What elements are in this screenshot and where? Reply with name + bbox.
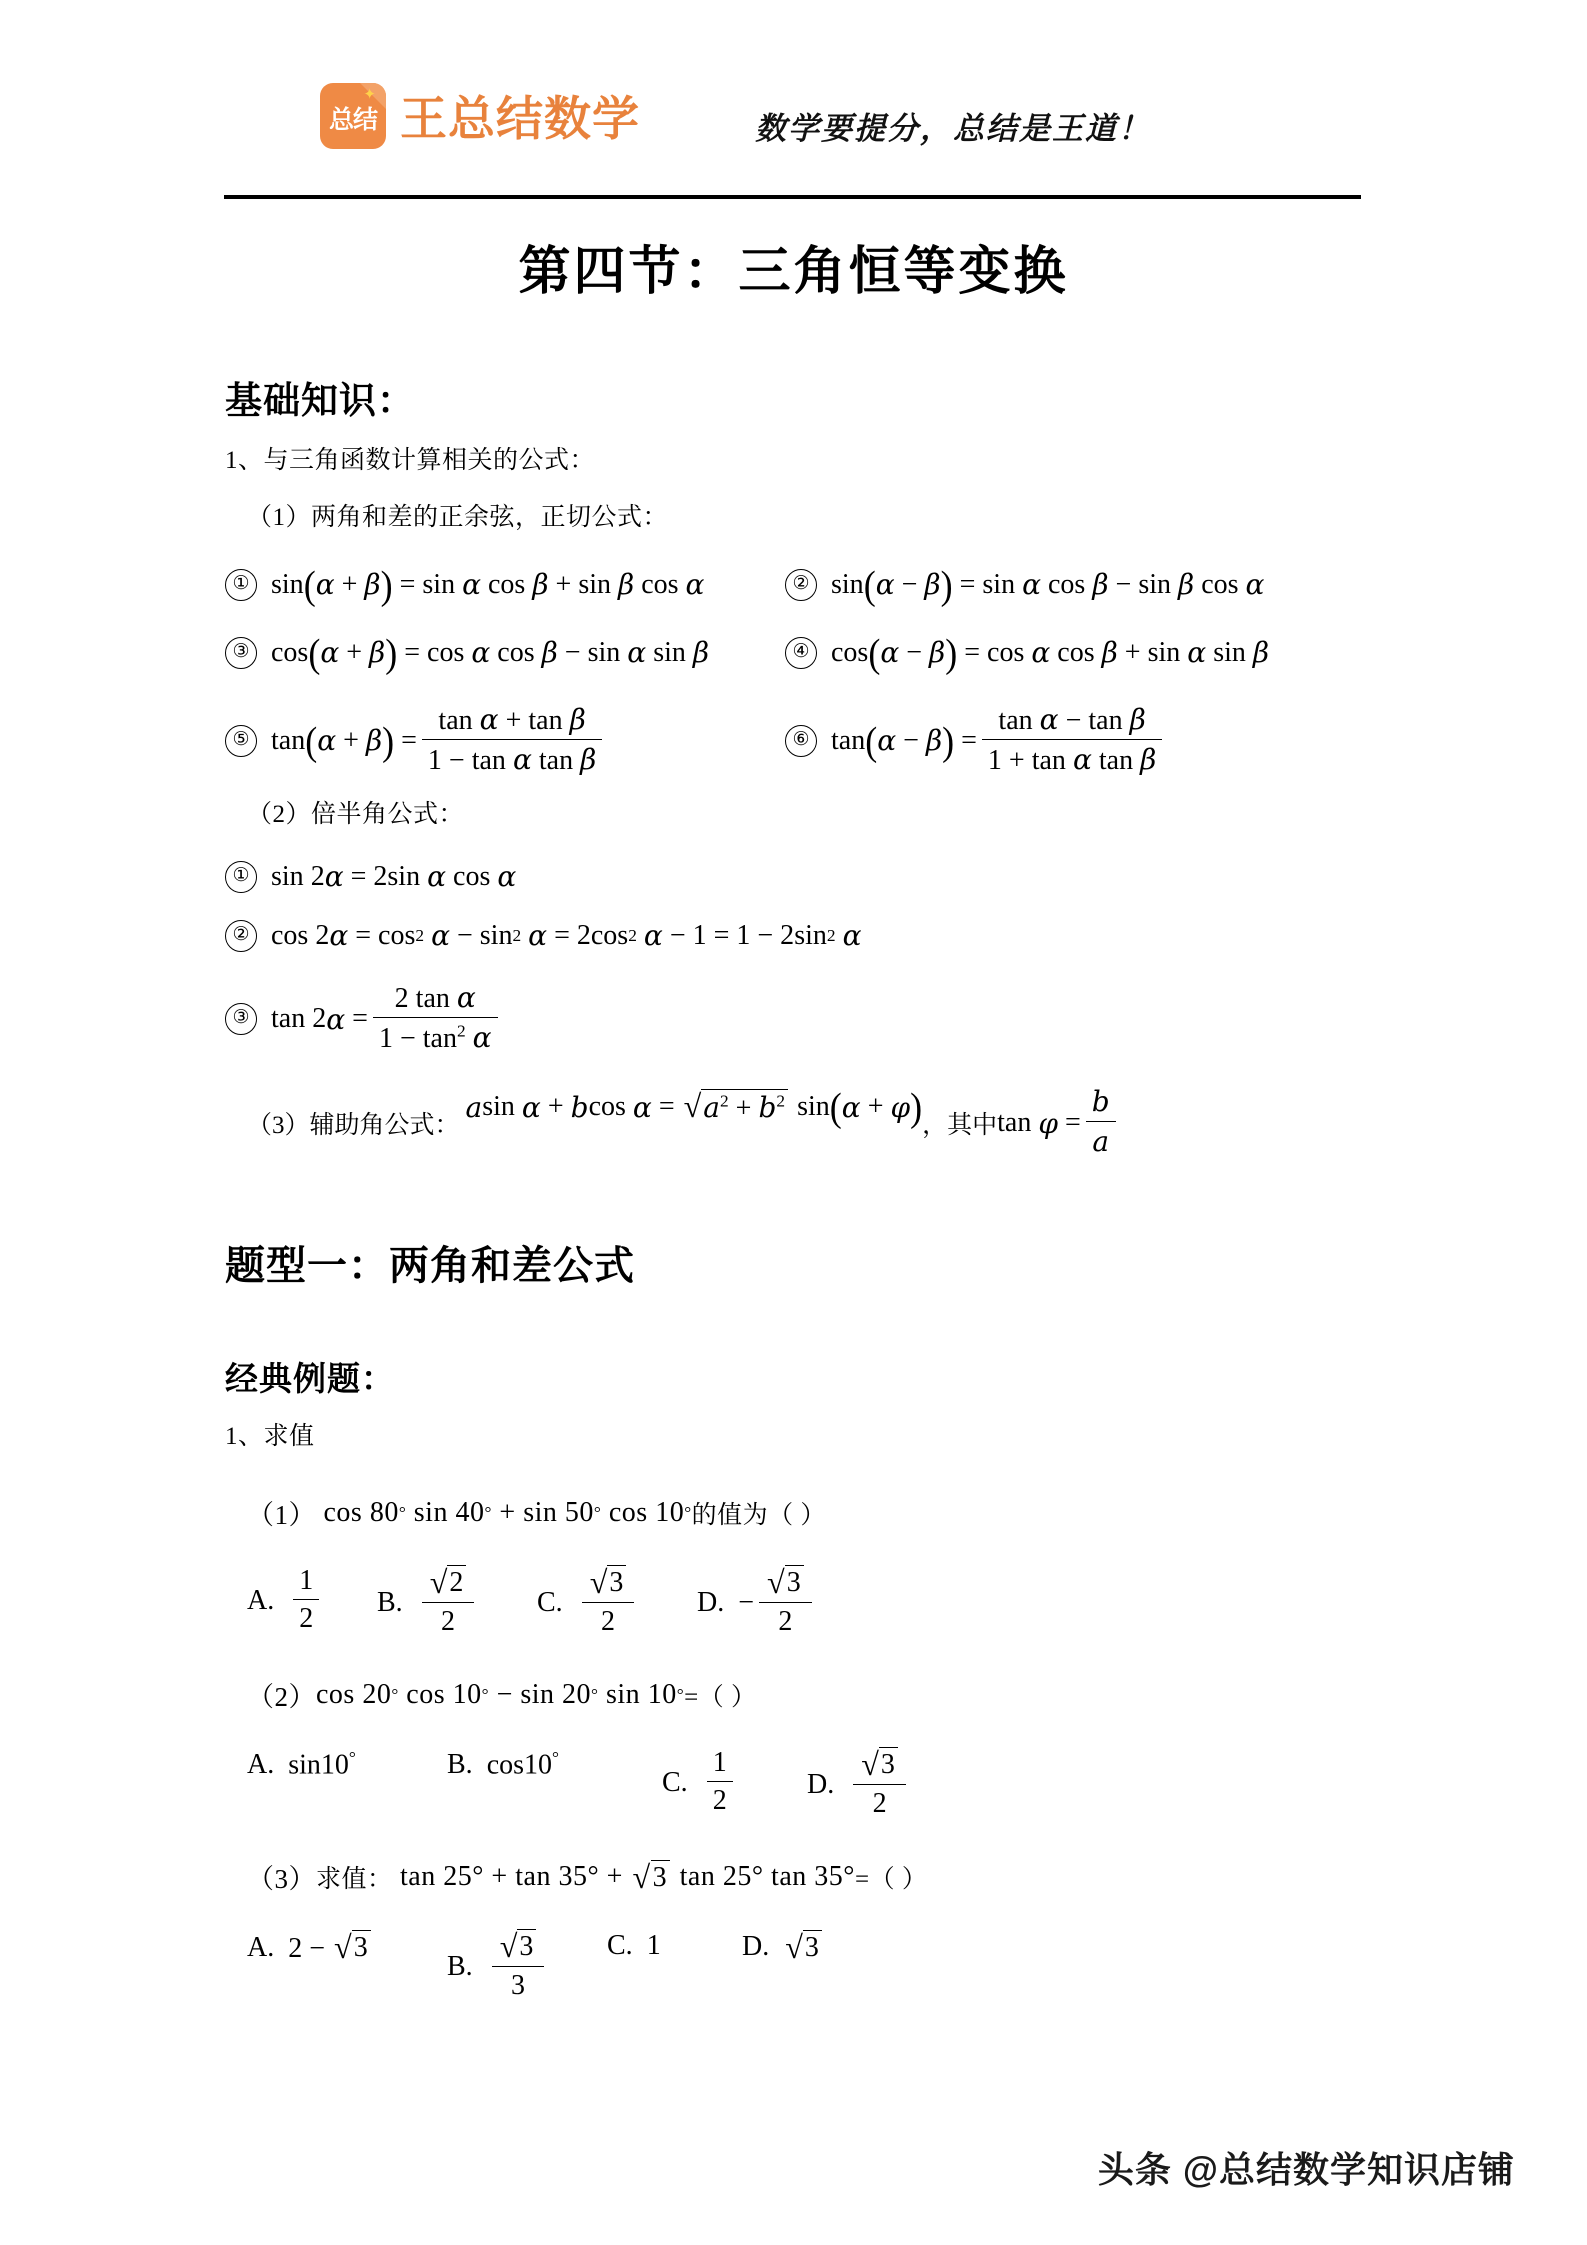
formula-cos-double: ② cos 2 α = cos 2 α − sin 2 α = 2 cos 2 α − 1 = 1 − 2 sin 2 α: [225, 919, 861, 952]
choice-c[interactable]: C. √ 3 2: [537, 1566, 697, 1639]
choice-a-label: A.: [247, 1931, 275, 1963]
heading-basics: 基础知识：: [225, 381, 415, 422]
choice-c-label: C.: [662, 1767, 688, 1798]
formula-index-4: ④: [785, 637, 817, 669]
choice-d-label: D.: [807, 1768, 835, 1800]
basics-item-1: 1、与三角函数计算相关的公式：: [225, 447, 596, 474]
choice-b[interactable]: B. cos10°: [447, 1748, 559, 1781]
choice-b[interactable]: B. √ 3 3: [447, 1930, 607, 2003]
choice-b-label: B.: [447, 1748, 473, 1780]
formula-index-2: ②: [785, 569, 817, 601]
question-3-number: （3）: [247, 1864, 316, 1894]
choice-a[interactable]: A. sin10°: [247, 1748, 356, 1781]
logo-badge-icon: [320, 83, 386, 149]
question-2-choices: [247, 1748, 1362, 1821]
logo-badge-label: 总结: [328, 105, 377, 134]
question-1-stem: （1） cos 80 ° sin 40 ° + sin 50 ° cos 10 ° 的值为（ ）: [247, 1493, 826, 1532]
question-2-number: （2）: [247, 1682, 316, 1712]
choice-d-label: D.: [697, 1586, 725, 1618]
page-header: [225, 0, 1362, 183]
question-1-number: （1）: [247, 1500, 316, 1530]
formula-row-tan2a: [225, 982, 1362, 1056]
choice-a-label: A.: [247, 1748, 275, 1780]
choice-b-label: B.: [377, 1586, 403, 1618]
formula-cos-sum: ③ cos ( α + β ) = cos α cos β − sin α sin β: [225, 632, 709, 674]
question-1: [247, 1493, 1362, 1532]
formula-tan-double: ③ tan 2 α = $\frac{\text{2 tan α}}{1 - \tan^2 \alpha}$: [225, 982, 503, 1056]
brand-name: 王总结数学: [400, 92, 640, 145]
formula-tan-sum: ⑤ tan ( α + β ) = $\frac{\text{tan α + tan β}}{\text{1 − tan α tan β}}$: [225, 704, 607, 778]
page-title: 第四节：三角恒等变换: [518, 244, 1069, 301]
formula-auxiliary-tan: tan φ = $\frac{b}{a}$: [997, 1086, 1121, 1160]
sqrt-icon: √ $a^2 + b^2$: [684, 1089, 788, 1125]
formula-auxiliary: a sin α + b cos α = √ $a^2 + b^2$ sin ( α + φ ): [465, 1084, 923, 1130]
basics-item-1-sub-1: （1）两角和差的正余弦，正切公式：: [247, 503, 669, 531]
formula-row-auxiliary: [225, 1086, 1362, 1160]
choice-c[interactable]: C. 1: [607, 1930, 661, 1961]
auxiliary-connector: ，其中: [922, 1112, 998, 1140]
question-3-prefix: 求值：: [316, 1865, 393, 1893]
double-index-1: ①: [225, 861, 257, 893]
header-divider: [224, 195, 1361, 199]
question-1-choices: [247, 1566, 1362, 1639]
choice-c-label: C.: [537, 1586, 563, 1618]
brand-tagline: 数学要提分，总结是王道！: [755, 111, 1151, 146]
question-3-tail: =（ ）: [854, 1865, 928, 1893]
choice-b[interactable]: B. √ 2 2: [377, 1566, 537, 1639]
question-3-stem: （3） 求值： tan 25° + tan 35° + √ 3 tan 25° tan 35° =（ ）: [247, 1858, 928, 1895]
formula-index-5: ⑤: [225, 725, 257, 757]
formula-sin-diff: ② sin ( α − β ) = sin α cos β − sin β cos α: [785, 564, 1264, 606]
basics-item-1-sub-2: （2）倍半角公式：: [247, 800, 465, 828]
footer-watermark: 头条 @总结数学知识店铺: [1097, 2149, 1515, 2190]
formula-sin-sum: ① sin ( α + β ) = sin α cos β + sin β cos α: [225, 564, 704, 606]
choice-b-label: B.: [447, 1950, 473, 1982]
formula-row-sin2a: [225, 860, 1362, 893]
choice-d[interactable]: D. √ 3: [742, 1930, 824, 1964]
question-group-1-label: 1、求值: [225, 1423, 315, 1451]
choice-d-label: D.: [742, 1931, 770, 1962]
choice-d[interactable]: D. − √ 3 2: [697, 1566, 817, 1639]
formula-row-cos: [225, 632, 1362, 674]
formula-tan-diff: ⑥ tan ( α − β ) = $\frac{\text{tan α − tan β}}{\text{1 + tan α tan β}}$: [785, 704, 1167, 778]
formula-index-1: ①: [225, 569, 257, 601]
question-2-stem: （2） cos 20 ° cos 10 ° − sin 20 ° sin 10 ° =（ ）: [247, 1675, 757, 1714]
choice-c-label: C.: [607, 1930, 633, 1961]
choice-a[interactable]: A. 2 − √ 3: [247, 1930, 447, 1965]
double-index-3: ③: [225, 1003, 257, 1035]
question-1-tail: 的值为（ ）: [691, 1501, 826, 1529]
heading-classic-examples: 经典例题：: [225, 1362, 395, 1399]
formula-row-tan: [225, 704, 1362, 778]
question-2-tail: =（ ）: [684, 1683, 757, 1711]
formula-cos-diff: ④ cos ( α − β ) = cos α cos β + sin α sin β: [785, 632, 1269, 674]
choice-d[interactable]: D. √ 3 2: [807, 1748, 911, 1821]
formula-index-6: ⑥: [785, 725, 817, 757]
heading-question-type-1: 题型一：两角和差公式: [225, 1244, 635, 1289]
formula-sin-double: ① sin 2 α = 2 sin α cos α: [225, 860, 516, 893]
choice-a-label: A.: [247, 1585, 275, 1616]
logo-spark-icon: ✦: [363, 86, 376, 103]
question-3-choices: [247, 1930, 1362, 2003]
formula-row-sin: [225, 564, 1362, 606]
formula-row-cos2a: [225, 919, 1362, 952]
question-3: [247, 1857, 1362, 1896]
question-2: [247, 1675, 1362, 1714]
formula-index-3: ③: [225, 637, 257, 669]
auxiliary-label: （3）辅助角公式：: [247, 1112, 460, 1140]
double-index-2: ②: [225, 920, 257, 952]
choice-c[interactable]: C. $\frac{1}{2}$: [662, 1748, 807, 1818]
brand-logo: [320, 82, 640, 149]
choice-a[interactable]: A. $\frac{1}{2}$: [247, 1566, 377, 1636]
